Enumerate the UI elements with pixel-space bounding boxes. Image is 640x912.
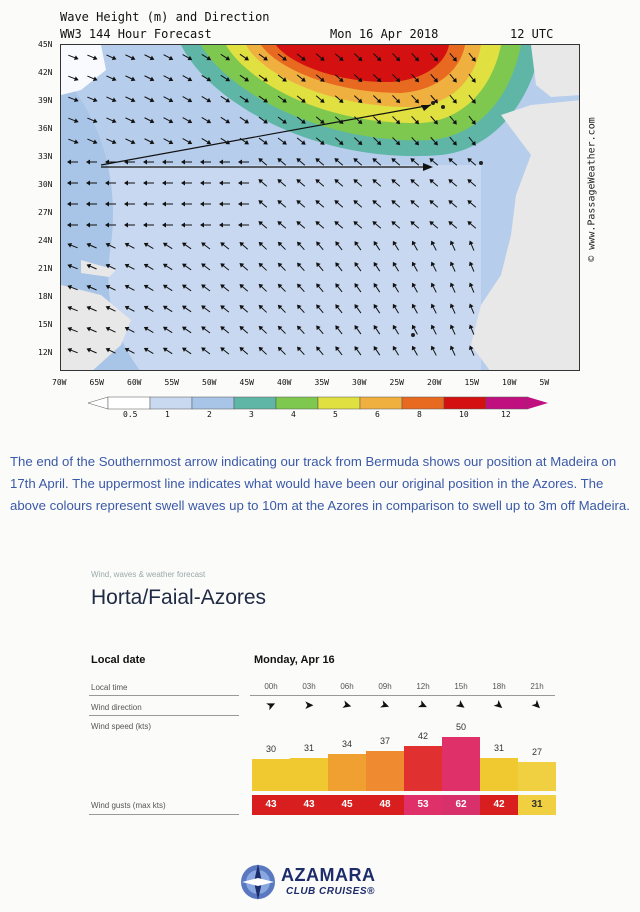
- colorbar-tick-label: 1: [165, 410, 170, 419]
- longitude-label: 70W: [52, 378, 67, 387]
- latitude-label: 45N: [38, 40, 53, 49]
- hour-label: 15h: [454, 682, 468, 691]
- wind-gust-value: 53: [404, 795, 442, 815]
- longitude-label: 15W: [464, 378, 479, 387]
- wind-gust-value: 42: [480, 795, 518, 815]
- wind-direction-icon: ➤: [303, 698, 315, 712]
- hour-label: 00h: [264, 682, 278, 691]
- colorbar: [88, 396, 548, 410]
- longitude-label: 45W: [239, 378, 254, 387]
- wind-speed-value: 37: [379, 736, 390, 746]
- wind-speed-bar: [480, 758, 518, 791]
- longitude-label: 25W: [389, 378, 404, 387]
- latitude-label: 30N: [38, 180, 53, 189]
- hour-label: 09h: [378, 682, 392, 691]
- colorbar-segment: [192, 397, 234, 409]
- latitude-label: 42N: [38, 68, 53, 77]
- wind-gust-value: 43: [252, 795, 290, 815]
- wind-speed-value: 31: [493, 743, 504, 753]
- hour-label: 18h: [492, 682, 506, 691]
- colorbar-segment: [486, 397, 528, 409]
- latitude-label: 24N: [38, 236, 53, 245]
- logo-name: AZAMARA: [281, 865, 376, 885]
- wind-speed-value: 50: [455, 722, 466, 732]
- wind-speed-bar: [404, 746, 442, 791]
- forecast-location-title: Horta/Faial-Azores: [91, 586, 267, 609]
- colorbar-tick-label: 12: [501, 410, 511, 419]
- longitude-label: 40W: [277, 378, 292, 387]
- local-time-label: Local time: [91, 683, 128, 692]
- wind-direction-icon: ➤: [415, 696, 431, 714]
- longitude-label: 35W: [314, 378, 329, 387]
- colorbar-segment: [276, 397, 318, 409]
- latitude-label: 21N: [38, 264, 53, 273]
- latitude-label: 33N: [38, 152, 53, 161]
- wind-speed-value: 42: [417, 731, 428, 741]
- colorbar-end-high: [528, 397, 548, 409]
- wind-speed-bar: [252, 759, 290, 791]
- wind-direction-icon: ➤: [263, 696, 279, 714]
- wind-gust-value: 31: [518, 795, 556, 815]
- colorbar-segment: [318, 397, 360, 409]
- colorbar-segment: [360, 397, 402, 409]
- colorbar-segment: [402, 397, 444, 409]
- wind-direction-icon: ➤: [528, 696, 546, 714]
- row-divider: [250, 695, 555, 696]
- wind-speed-value: 30: [265, 744, 276, 754]
- colorbar-tick-label: 4: [291, 410, 296, 419]
- forecast-date: Monday, Apr 16: [254, 654, 335, 666]
- map-date: Mon 16 Apr 2018: [330, 27, 439, 41]
- caption-text: The end of the Southernmost arrow indicating our track from Bermuda shows our position at Madeira on 17th April. The uppermost line indicates what would have been our original position in the Azores. The above colours represent swell waves up to 10m at the Azores in comparison to swell up to 3m off Madeira.: [10, 454, 630, 513]
- colorbar-tick-label: 3: [249, 410, 254, 419]
- colorbar-tick-label: 0.5: [123, 410, 138, 419]
- colorbar-segment: [108, 397, 150, 409]
- wind-speed-value: 34: [341, 739, 352, 749]
- wind-direction-icon: ➤: [452, 696, 470, 714]
- row-divider: [89, 695, 239, 696]
- wind-speed-value: 27: [531, 747, 542, 757]
- colorbar-tick-label: 6: [375, 410, 380, 419]
- wind-speed-bar: [518, 762, 556, 791]
- wind-gust-value: 43: [290, 795, 328, 815]
- longitude-label: 5W: [539, 378, 550, 387]
- latitude-label: 18N: [38, 292, 53, 301]
- wave-map-graphic: [61, 45, 580, 371]
- wind-direction-icon: ➤: [377, 696, 393, 714]
- map-title: Wave Height (m) and Direction: [60, 10, 270, 24]
- map-subtitle: WW3 144 Hour Forecast: [60, 27, 212, 41]
- logo-subtitle: CLUB CRUISES®: [286, 886, 375, 897]
- wind-gust-value: 62: [442, 795, 480, 815]
- map-time: 12 UTC: [510, 27, 554, 41]
- longitude-label: 30W: [352, 378, 367, 387]
- latitude-label: 12N: [38, 348, 53, 357]
- longitude-label: 65W: [89, 378, 104, 387]
- colorbar-segment: [444, 397, 486, 409]
- wind-gust-value: 45: [328, 795, 366, 815]
- latitude-label: 27N: [38, 208, 53, 217]
- longitude-label: 10W: [502, 378, 517, 387]
- hour-label: 21h: [530, 682, 544, 691]
- latitude-label: 15N: [38, 320, 53, 329]
- wind-gusts-label: Wind gusts (max kts): [91, 801, 166, 810]
- hour-label: 12h: [416, 682, 430, 691]
- latitude-label: 39N: [38, 96, 53, 105]
- colorbar-segment: [150, 397, 192, 409]
- wind-speed-bar: [442, 737, 480, 791]
- forecast-kicker: Wind, waves & weather forecast: [91, 570, 206, 579]
- latitude-label: 36N: [38, 124, 53, 133]
- longitude-label: 50W: [202, 378, 217, 387]
- row-divider: [89, 715, 239, 716]
- wind-direction-icon: ➤: [340, 696, 354, 714]
- azamara-logo: [238, 858, 408, 904]
- colorbar-tick-label: 5: [333, 410, 338, 419]
- wave-height-map: [60, 44, 580, 371]
- watermark-text: © www.PassageWeather.com: [586, 117, 598, 262]
- longitude-label: 60W: [127, 378, 142, 387]
- map-watermark: [586, 60, 598, 320]
- wind-speed-bar: [366, 751, 404, 791]
- hour-label: 06h: [340, 682, 354, 691]
- row-divider: [89, 814, 239, 815]
- wind-speed-bar: [328, 754, 366, 791]
- colorbar-tick-label: 8: [417, 410, 422, 419]
- colorbar-tick-label: 2: [207, 410, 212, 419]
- wind-speed-label: Wind speed (kts): [91, 722, 152, 731]
- wind-speed-bar: [290, 758, 328, 791]
- wind-speed-value: 31: [303, 743, 314, 753]
- longitude-label: 20W: [427, 378, 442, 387]
- colorbar-segment: [234, 397, 276, 409]
- local-date-label: Local date: [91, 654, 146, 666]
- longitude-label: 55W: [164, 378, 179, 387]
- wind-gust-value: 48: [366, 795, 404, 815]
- colorbar-tick-label: 10: [459, 410, 469, 419]
- colorbar-end-low: [88, 397, 108, 409]
- wind-direction-icon: ➤: [490, 696, 508, 714]
- hour-label: 03h: [302, 682, 316, 691]
- compass-logo-icon: [238, 858, 278, 902]
- wind-direction-label: Wind direction: [91, 703, 142, 712]
